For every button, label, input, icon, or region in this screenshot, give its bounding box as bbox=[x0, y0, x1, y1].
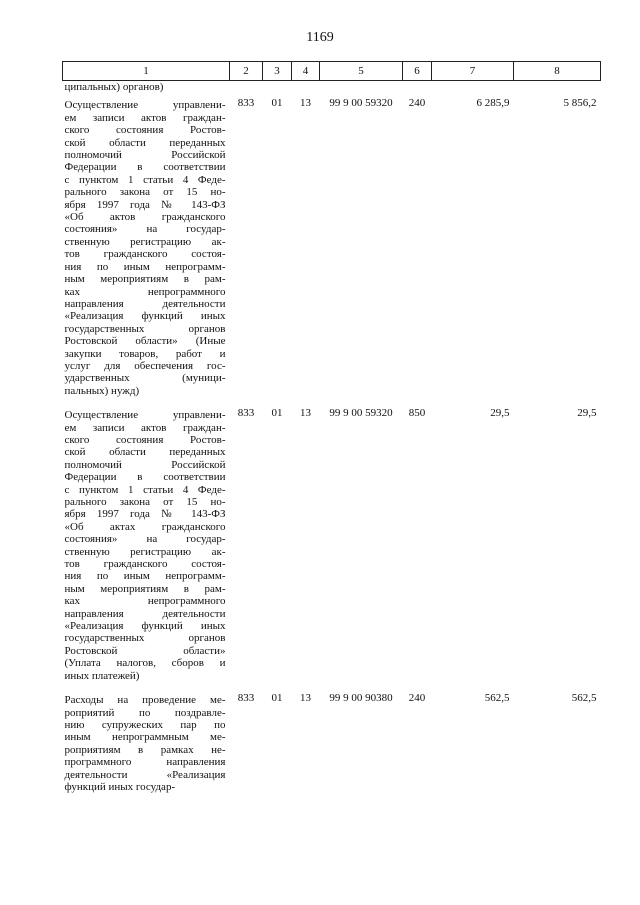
description-line: Ростовской области» (Иные bbox=[64, 335, 226, 348]
description-line: пальных) нужд) bbox=[64, 384, 140, 397]
amount-year-1: 29,5 bbox=[490, 407, 510, 420]
description-line: «Реализация функций иных bbox=[64, 620, 226, 633]
description-line: ным мероприятиям в рам- bbox=[64, 273, 226, 286]
description-line: ках непрограммного bbox=[64, 595, 226, 608]
expense-type-code: 850 bbox=[408, 407, 426, 420]
description-line: рального закона от 15 но- bbox=[64, 496, 226, 508]
column-header: 5 bbox=[320, 62, 403, 81]
continuation-row bbox=[63, 81, 601, 94]
ministry-code: 833 bbox=[237, 97, 255, 110]
description-line: роприятиям в рамках не- bbox=[64, 743, 226, 756]
description-line: Осуществление управлени- bbox=[64, 99, 226, 112]
description-line: ского состояния Ростов- bbox=[64, 433, 226, 446]
ministry-code: 833 bbox=[237, 692, 255, 705]
table-row bbox=[63, 93, 601, 403]
amount-year-1: 6 285,9 bbox=[476, 97, 510, 110]
description-line: состояния» на государ- bbox=[64, 223, 226, 236]
description-line: «Об актах гражданского bbox=[64, 520, 226, 533]
description-line: ния по иным непрограмм- bbox=[64, 260, 226, 273]
description-line: ем записи актов граждан- bbox=[64, 421, 226, 434]
section-code: 01 bbox=[271, 407, 283, 420]
description-line: услуг для обеспечения гос- bbox=[64, 359, 226, 372]
budget-table bbox=[62, 61, 601, 799]
description-line: полномочий Российской bbox=[64, 458, 226, 471]
description-line: направления деятельности bbox=[64, 297, 226, 310]
subsection-code: 13 bbox=[300, 692, 311, 705]
description-line: «Реализация функций иных bbox=[64, 310, 226, 323]
table-row bbox=[63, 403, 601, 688]
target-article-code: 99 9 00 90380 bbox=[329, 692, 393, 705]
description-line: ния по иным непрограмм- bbox=[64, 570, 226, 583]
row-description bbox=[63, 93, 230, 403]
description-line: роприятий по поздравле- bbox=[64, 706, 226, 719]
description-line: иным непрограммным ме- bbox=[64, 731, 226, 744]
description-line: полномочий Российской bbox=[64, 149, 226, 162]
description-line: ках непрограммного bbox=[64, 285, 226, 298]
column-header: 3 bbox=[263, 62, 292, 81]
description-line: ского состояния Ростов- bbox=[64, 124, 226, 137]
description-line: закупки товаров, работ и bbox=[64, 347, 226, 360]
subsection-code: 13 bbox=[300, 97, 311, 110]
page-number: 1169 bbox=[306, 30, 334, 45]
description-line: государственных органов bbox=[64, 632, 226, 645]
column-header: 7 bbox=[432, 62, 514, 81]
description-line: состояния» на государ- bbox=[64, 533, 226, 546]
description-line: ственную регистрацию ак- bbox=[64, 235, 226, 248]
target-article-code: 99 9 00 59320 bbox=[329, 97, 393, 110]
description-line: (Уплата налогов, сборов и bbox=[64, 657, 226, 670]
description-line: Расходы на проведение ме- bbox=[64, 694, 226, 707]
table-header-row bbox=[63, 62, 601, 81]
description-line: ем записи актов граждан- bbox=[64, 111, 226, 124]
amount-year-2: 5 856,2 bbox=[563, 97, 597, 110]
amount-year-2: 562,5 bbox=[571, 692, 597, 705]
section-code: 01 bbox=[271, 97, 283, 110]
description-line: ября 1997 года № 143-ФЗ bbox=[64, 508, 226, 521]
description-line: программного направления bbox=[64, 756, 226, 769]
description-line: ударственных (муници- bbox=[64, 372, 226, 385]
expense-type-code: 240 bbox=[408, 97, 426, 110]
description-line: тов гражданского состоя- bbox=[64, 248, 226, 261]
column-header: 2 bbox=[230, 62, 263, 81]
continuation-text: ципальных) органов) bbox=[64, 81, 164, 93]
column-header: 6 bbox=[403, 62, 432, 81]
amount-year-2: 29,5 bbox=[577, 407, 597, 420]
description-line: Федерации в соответствии bbox=[64, 471, 226, 484]
description-line: ственную регистрацию ак- bbox=[64, 545, 226, 558]
description-line: «Об актов гражданского bbox=[64, 211, 226, 224]
row-description bbox=[63, 403, 230, 688]
description-line: функций иных государ- bbox=[64, 780, 176, 793]
description-line: ской области переданных bbox=[64, 136, 226, 149]
ministry-code: 833 bbox=[237, 407, 255, 420]
table-row bbox=[63, 688, 601, 799]
description-line: направления деятельности bbox=[64, 607, 226, 620]
description-line: ным мероприятиям в рам- bbox=[64, 582, 226, 595]
description-line: рального закона от 15 но- bbox=[64, 186, 226, 199]
column-header: 1 bbox=[63, 62, 230, 81]
section-code: 01 bbox=[271, 692, 283, 705]
expense-type-code: 240 bbox=[408, 692, 426, 705]
amount-year-1: 562,5 bbox=[484, 692, 510, 705]
description-line: ября 1997 года № 143-ФЗ bbox=[64, 198, 226, 211]
description-line: с пунктом 1 статьи 4 Феде- bbox=[64, 173, 226, 186]
description-line: ской области переданных bbox=[64, 446, 226, 459]
description-line: Ростовской области» bbox=[64, 644, 226, 657]
description-line: с пунктом 1 статьи 4 Феде- bbox=[64, 483, 226, 496]
description-line: государственных органов bbox=[64, 322, 226, 335]
description-line: иных платежей) bbox=[64, 669, 140, 682]
column-header: 8 bbox=[514, 62, 601, 81]
target-article-code: 99 9 00 59320 bbox=[329, 407, 393, 420]
row-description bbox=[63, 688, 230, 799]
description-line: Осуществление управлени- bbox=[64, 409, 226, 422]
subsection-code: 13 bbox=[300, 407, 311, 420]
column-header: 4 bbox=[292, 62, 320, 81]
description-line: тов гражданского состоя- bbox=[64, 558, 226, 571]
description-line: Федерации в соответствии bbox=[64, 161, 226, 174]
description-line: деятельности «Реализация bbox=[64, 768, 226, 781]
description-line: нию супружеских пар по bbox=[64, 718, 226, 731]
